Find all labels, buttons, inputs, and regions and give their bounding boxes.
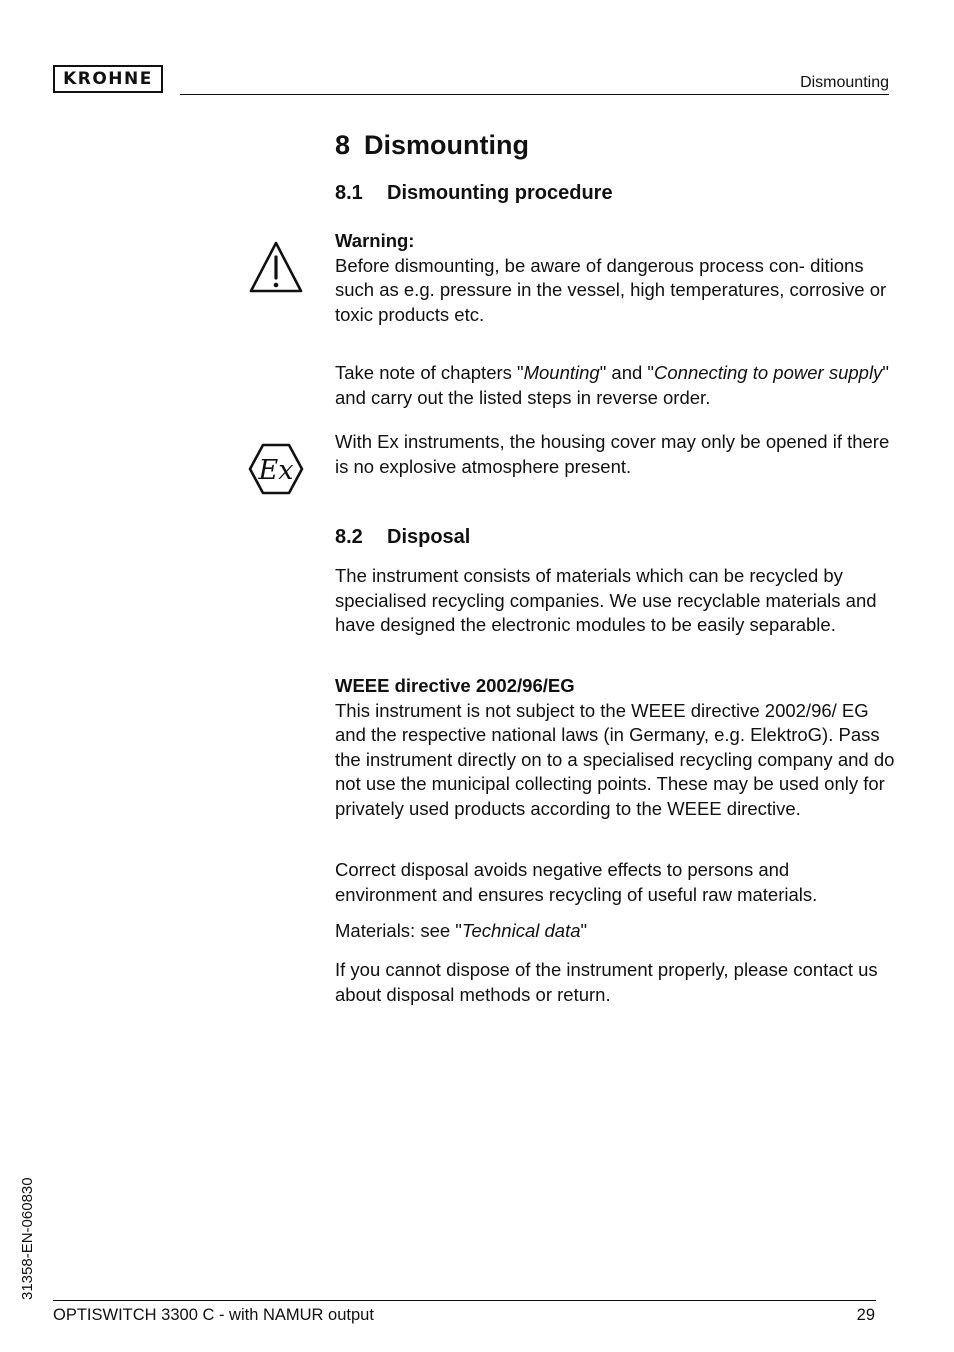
document-code: 31358-EN-060830	[19, 1177, 36, 1300]
logo-text: KROHNE	[63, 68, 153, 89]
note-text: " and "	[599, 362, 654, 383]
warning-triangle-icon	[248, 240, 304, 294]
chapter-number: 8	[335, 130, 351, 160]
recycling-paragraph: The instrument consists of materials which can be recycled by specialised recycling companies. We use recyclable materials and have designed the electronic modules to be easily separable.	[335, 565, 877, 635]
weee-block	[335, 674, 895, 821]
chapter-ref-mounting: Mounting	[523, 362, 600, 383]
section-number: 8.1	[335, 182, 363, 204]
weee-heading: WEEE directive 2002/96/EG	[335, 675, 575, 696]
reverse-order-note	[335, 361, 895, 410]
section-heading-8-1	[335, 181, 895, 205]
warning-label: Warning:	[335, 230, 415, 251]
weee-text: This instrument is not subject to the WEEE directive 2002/96/ EG and the respective national laws (in Germany, e.g. ElektroG). Pass the instrument directly on to a specialised recycling company and do not use the municipal collecting points. These may be used only for privately used products according to the WEEE directive.	[335, 699, 895, 819]
page-number: 29	[856, 1306, 875, 1324]
warning-block	[335, 229, 895, 327]
footer-rule	[53, 1300, 876, 1301]
chapter-heading	[335, 129, 895, 161]
header-rule	[180, 94, 889, 95]
warning-text: Before dismounting, be aware of dangerous process con- ditions such as e.g. pressure in the vessel, high temperatures, corrosive or toxic products etc.	[335, 254, 887, 325]
ex-instruction: With Ex instruments, the housing cover may only be opened if there is no explosive atmosphere present.	[335, 431, 890, 477]
krohne-logo	[53, 65, 163, 93]
section-number: 8.2	[335, 526, 363, 548]
chapter-ref-connecting: Connecting to power supply	[654, 362, 883, 383]
section-title: Dismounting procedure	[387, 182, 613, 204]
ex-explosion-protection-icon	[247, 442, 305, 496]
section-title: Disposal	[387, 526, 471, 548]
chapter-title: Dismounting	[364, 130, 530, 160]
materials-text: "	[580, 920, 588, 941]
contact-paragraph: If you cannot dispose of the instrument properly, please contact us about disposal methods or return.	[335, 959, 878, 1005]
note-text: Take note of chapters "	[335, 362, 524, 383]
chapter-ref-technical-data: Technical data	[461, 920, 581, 941]
ex-glyph: Ex	[258, 455, 294, 486]
materials-text: Materials: see "	[335, 920, 462, 941]
footer-product-title: OPTISWITCH 3300 C - with NAMUR output	[53, 1306, 374, 1324]
correct-disposal-paragraph: Correct disposal avoids negative effects to persons and environment and ensures recycling of useful raw materials.	[335, 859, 818, 905]
materials-paragraph	[335, 919, 895, 944]
note-text: " and carry out the listed steps in reverse order.	[335, 362, 889, 408]
section-heading-8-2	[335, 525, 895, 549]
running-head: Dismounting	[800, 74, 889, 91]
